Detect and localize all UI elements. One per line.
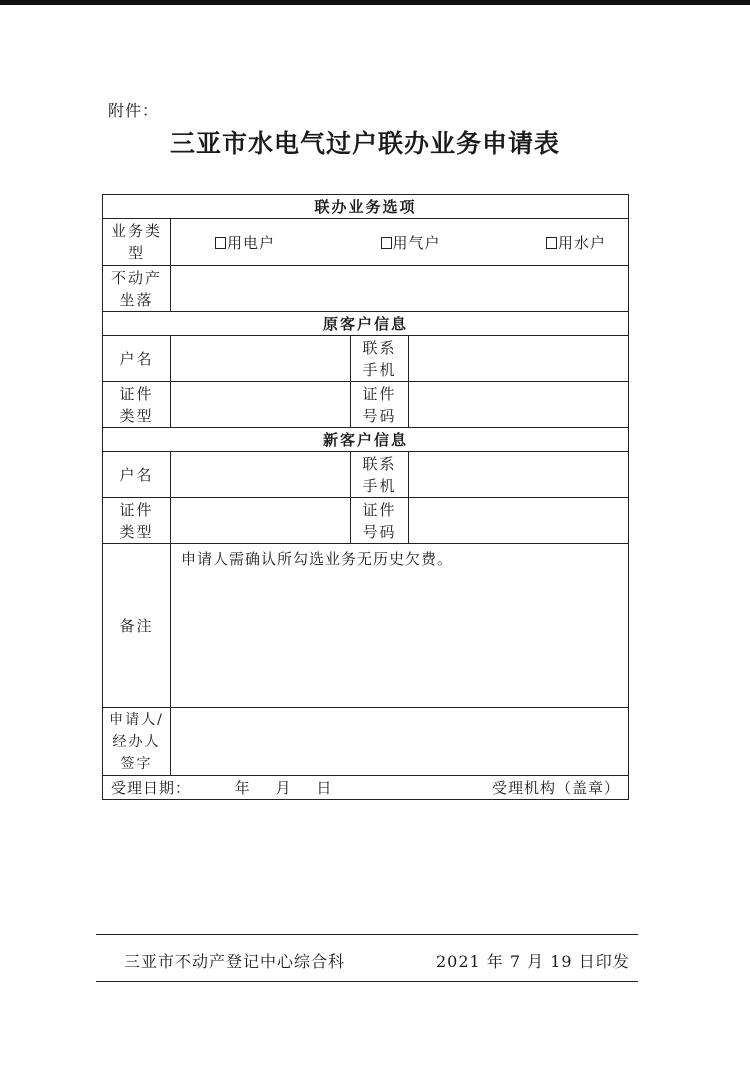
new-account-name-label: 户名 bbox=[103, 452, 171, 498]
signature-label: 申请人/经办人签字 bbox=[103, 708, 171, 776]
original-account-name-label: 户名 bbox=[103, 336, 171, 382]
section-options-heading: 联办业务选项 bbox=[103, 195, 629, 219]
attachment-label: 附件： bbox=[108, 101, 160, 120]
acceptance-org-label: 受理机构（盖章） bbox=[492, 779, 621, 797]
acceptance-cell bbox=[103, 776, 629, 800]
remarks-label: 备注 bbox=[103, 544, 171, 708]
original-contact-phone-label: 联系手机 bbox=[351, 336, 409, 382]
checkbox-icon bbox=[546, 237, 557, 249]
new-id-type-field[interactable] bbox=[171, 498, 351, 544]
footer-top-rule bbox=[96, 934, 638, 935]
section-new-heading: 新客户信息 bbox=[103, 428, 629, 452]
checkbox-icon bbox=[215, 237, 226, 249]
new-contact-phone-label: 联系手机 bbox=[351, 452, 409, 498]
page-title: 三亚市水电气过户联办业务申请表 bbox=[169, 129, 560, 158]
signature-field[interactable] bbox=[171, 708, 629, 776]
property-location-row bbox=[103, 266, 629, 312]
acceptance-date: 受理日期： 年 月 日 bbox=[111, 779, 332, 797]
section-options-row bbox=[103, 195, 629, 219]
original-name-row bbox=[103, 336, 629, 382]
remarks-row bbox=[103, 544, 629, 708]
remarks-text: 申请人需确认所勾选业务无历史欠费。 bbox=[181, 550, 454, 568]
new-id-row bbox=[103, 498, 629, 544]
original-contact-phone-field[interactable] bbox=[409, 336, 629, 382]
original-id-number-label: 证件号码 bbox=[351, 382, 409, 428]
property-location-label: 不动产坐落 bbox=[103, 266, 171, 312]
business-type-options bbox=[171, 219, 629, 266]
issuer-name: 三亚市不动产登记中心综合科 bbox=[124, 952, 346, 971]
original-id-number-field[interactable] bbox=[409, 382, 629, 428]
option-electricity[interactable]: 用电户 bbox=[215, 232, 275, 253]
new-name-row bbox=[103, 452, 629, 498]
new-contact-phone-field[interactable] bbox=[409, 452, 629, 498]
option-gas[interactable]: 用气户 bbox=[381, 232, 441, 253]
signature-row bbox=[103, 708, 629, 776]
option-water[interactable]: 用水户 bbox=[546, 232, 606, 253]
original-id-row bbox=[103, 382, 629, 428]
section-original-row bbox=[103, 312, 629, 336]
original-account-name-field[interactable] bbox=[171, 336, 351, 382]
print-date: 2021 年 7 月 19 日印发 bbox=[436, 952, 630, 971]
new-account-name-field[interactable] bbox=[171, 452, 351, 498]
top-edge-bar bbox=[0, 0, 750, 5]
application-form-table bbox=[102, 194, 629, 800]
original-id-type-field[interactable] bbox=[171, 382, 351, 428]
property-location-field[interactable] bbox=[171, 266, 629, 312]
new-id-type-label: 证件类型 bbox=[103, 498, 171, 544]
original-id-type-label: 证件类型 bbox=[103, 382, 171, 428]
business-type-label: 业务类型 bbox=[103, 219, 171, 266]
footer-bottom-rule bbox=[96, 981, 638, 982]
checkbox-icon bbox=[381, 237, 392, 249]
section-original-heading: 原客户信息 bbox=[103, 312, 629, 336]
acceptance-row bbox=[103, 776, 629, 800]
new-id-number-field[interactable] bbox=[409, 498, 629, 544]
new-id-number-label: 证件号码 bbox=[351, 498, 409, 544]
remarks-field[interactable] bbox=[171, 544, 629, 708]
business-type-row bbox=[103, 219, 629, 266]
section-new-row bbox=[103, 428, 629, 452]
